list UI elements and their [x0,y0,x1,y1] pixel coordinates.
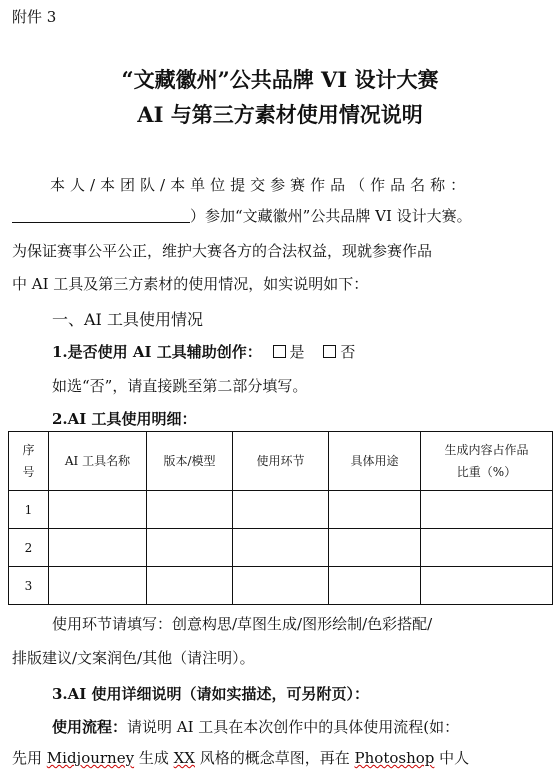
table-cell[interactable] [421,529,553,567]
q1-label: 1.是否使用 AI 工具辅助创作： [52,343,262,361]
q1-note: 如选“否”，请直接跳至第二部分填写。 [52,377,308,395]
header-index: 序 号 [9,432,49,491]
work-name-blank[interactable] [12,206,190,223]
section3-heading: 3.AI 使用详细说明（请如实描述，可另附页）： [52,685,370,703]
document-title-line2: AI 与第三方素材使用情况说明 [137,102,423,127]
flow-text: 请说明 AI 工具在本次创作中的具体使用流程(如： [127,718,460,736]
q1-no-label: 否 [340,343,356,361]
annex-label: 附件 3 [12,8,57,26]
table-cell[interactable] [49,529,147,567]
table-row [9,529,553,567]
intro-line2-text: ）参加“文藏徽州”公共品牌 VI 设计大赛。 [190,207,472,225]
table-cell[interactable] [421,491,553,529]
q1-row [52,341,355,362]
q1-no-checkbox[interactable] [323,345,336,358]
header-stage: 使用环节 [233,432,329,491]
table-cell[interactable] [329,529,421,567]
row-index: 2 [9,529,49,567]
table-cell[interactable] [49,567,147,605]
usage-note-line2: 排版建议/文案润色/其他（请注明）。 [12,649,255,667]
header-ratio: 生成内容占作品 比重（%） [421,432,553,491]
tool-name-photoshop: Photoshop [354,749,435,767]
table-cell[interactable] [329,567,421,605]
usage-note-line1: 使用环节请填写：创意构思/草图生成/图形绘制/色彩搭配/ [52,615,433,633]
intro-line1: 本人/本团队/本单位提交参赛作品（作品名称： [50,176,471,194]
table-row [9,491,553,529]
header-tool-name: AI 工具名称 [49,432,147,491]
document-title-line1: “文藏徽州”公共品牌 VI 设计大赛 [121,67,439,92]
table-cell[interactable] [233,491,329,529]
table-cell[interactable] [329,491,421,529]
row-index: 3 [9,567,49,605]
table-header-row [9,432,553,491]
table-cell[interactable] [421,567,553,605]
table-cell[interactable] [49,491,147,529]
ai-tool-table [8,431,553,605]
table-row [9,567,553,605]
table-cell[interactable] [233,567,329,605]
intro-line4: 中 AI 工具及第三方素材的使用情况，如实说明如下： [12,275,369,293]
q1-yes-checkbox[interactable] [273,345,286,358]
flow-line1 [52,716,459,737]
table-cell[interactable] [233,529,329,567]
intro-line3: 为保证赛事公平公正，维护大赛各方的合法权益，现就参赛作品 [12,242,433,260]
intro-line2 [12,205,472,226]
tool-name-midjourney: Midjourney [46,749,135,767]
q1-yes-label: 是 [289,343,305,361]
q2-label: 2.AI 工具使用明细： [52,410,197,428]
section1-heading: 一、AI 工具使用情况 [52,310,203,329]
header-version: 版本/模型 [147,432,233,491]
table-cell[interactable] [147,491,233,529]
flow-label: 使用流程： [52,718,128,736]
flow-line2: 先用 Midjourney 生成 XX 风格的概念草图，再在 Photoshop 中人 [12,749,470,767]
table-cell[interactable] [147,567,233,605]
header-purpose: 具体用途 [329,432,421,491]
table-cell[interactable] [147,529,233,567]
row-index: 1 [9,491,49,529]
